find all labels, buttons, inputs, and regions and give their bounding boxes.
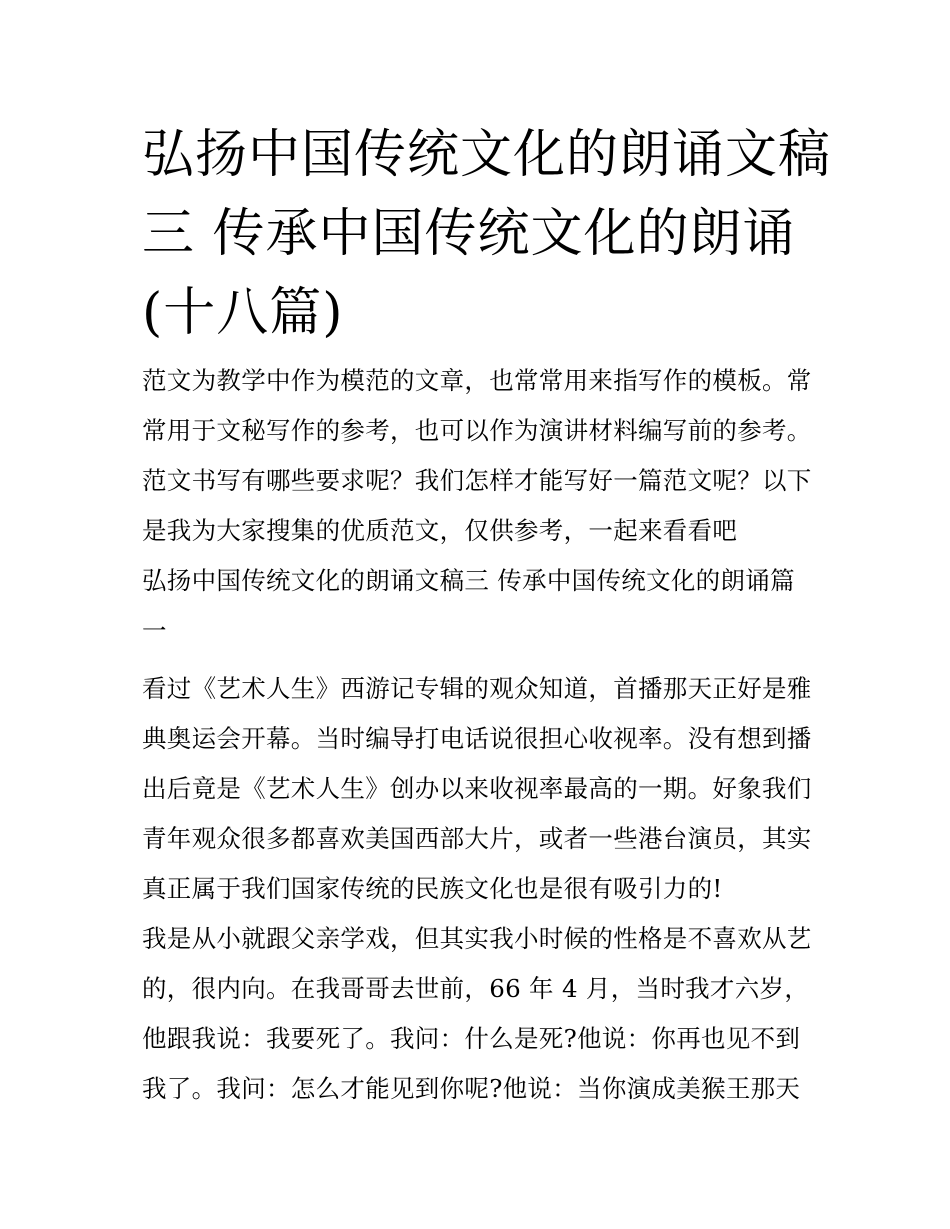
text-line: 范文为教学中作为模范的文章，也常常用来指写作的模板。常 — [142, 366, 812, 395]
text-line: 青年观众很多都喜欢美国西部大片，或者一些港台演员，其实 — [142, 824, 812, 853]
text-line: 弘扬中国传统文化的朗诵文稿三 传承中国传统文化的朗诵篇 — [142, 566, 795, 595]
text-line: 出后竟是《艺术人生》创办以来收视率最高的一期。好象我们 — [142, 774, 812, 803]
paragraph-one — [142, 664, 822, 914]
section-heading — [142, 556, 822, 656]
paragraph-gap — [142, 656, 822, 664]
text-line: 真正属于我们国家传统的民族文化也是很有吸引力的! — [142, 874, 723, 903]
intro-paragraph — [142, 356, 822, 556]
text-line: 典奥运会开幕。当时编导打电话说很担心收视率。没有想到播 — [142, 724, 812, 753]
title-line: 弘扬中国传统文化的朗诵文稿 — [142, 125, 832, 185]
text-line: 我了。我问：怎么才能见到你呢?他说：当你演成美猴王那天 — [142, 1074, 801, 1103]
document-body — [142, 356, 822, 1114]
text-line: 我是从小就跟父亲学戏，但其实我小时候的性格是不喜欢从艺 — [142, 924, 812, 953]
text-line: 常用于文秘写作的参考，也可以作为演讲材料编写前的参考。 — [142, 416, 812, 445]
paragraph-two — [142, 914, 822, 1114]
text-line: 的，很内向。在我哥哥去世前，66 年 4 月，当时我才六岁， — [142, 974, 810, 1003]
text-line: 是我为大家搜集的优质范文，仅供参考，一起来看看吧 — [142, 516, 738, 545]
text-line: 他跟我说：我要死了。我问：什么是死?他说：你再也见不到 — [142, 1024, 801, 1053]
title-line: (十八篇) — [142, 283, 344, 343]
text-line: 看过《艺术人生》西游记专辑的观众知道，首播那天正好是雅 — [142, 674, 812, 703]
text-line: 一 — [142, 616, 167, 645]
document-title — [142, 116, 842, 353]
title-line: 三 传承中国传统文化的朗诵 — [142, 204, 796, 264]
text-line: 范文书写有哪些要求呢？我们怎样才能写好一篇范文呢？以下 — [142, 466, 812, 495]
